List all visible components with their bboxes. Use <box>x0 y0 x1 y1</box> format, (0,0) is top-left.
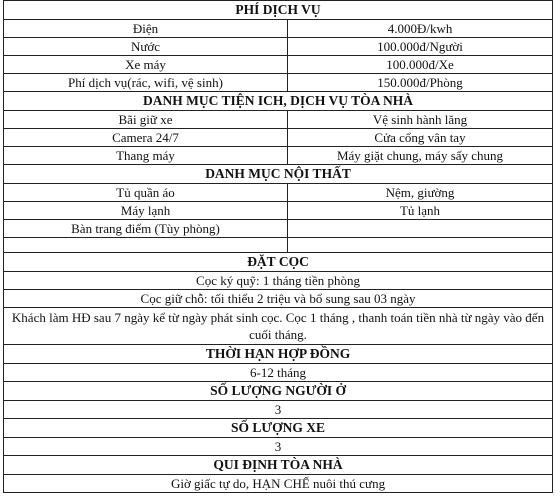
pricing-sheet <box>3 0 552 493</box>
service-fee-title: PHÍ DỊCH VỤ <box>4 1 553 20</box>
section-header-row <box>4 1 553 20</box>
table-row <box>4 56 553 74</box>
table-row <box>4 111 553 129</box>
table-row <box>4 184 553 202</box>
table-row <box>4 438 553 456</box>
furniture-right: Nệm, giường <box>288 184 553 202</box>
fee-value: 4.000Đ/kwh <box>288 20 553 38</box>
amenities-title: DANH MỤC TIỆN ICH, DỊCH VỤ TÒA NHÀ <box>4 92 553 111</box>
amenity-right: Cửa cổng vân tay <box>288 129 553 147</box>
building-rules-value: Giờ giấc tự do, HẠN CHẾ nuôi thú cưng <box>4 475 553 493</box>
section-header-row <box>4 419 553 438</box>
deposit-line: Cọc ký quỹ: 1 tháng tiền phòng <box>4 272 553 290</box>
fee-value: 150.000đ/Phòng <box>288 74 553 92</box>
contract-term-title: THỜI HẠN HỢP ĐỒNG <box>4 345 553 364</box>
table-row <box>4 238 553 253</box>
amenity-right: Máy giặt chung, máy sấy chung <box>288 147 553 165</box>
fee-label: Nước <box>4 38 288 56</box>
furniture-right <box>288 220 553 238</box>
table-row <box>4 74 553 92</box>
pricing-table <box>3 0 553 493</box>
occupants-title: SỐ LƯỢNG NGƯỜI Ở <box>4 382 553 401</box>
table-row <box>4 38 553 56</box>
furniture-left <box>4 238 288 253</box>
furniture-title: DANH MỤC NỘI THẤT <box>4 165 553 184</box>
amenity-left: Thang máy <box>4 147 288 165</box>
table-row <box>4 202 553 220</box>
table-row <box>4 147 553 165</box>
table-row <box>4 290 553 308</box>
table-row <box>4 364 553 382</box>
building-rules-title: QUI ĐỊNH TÒA NHÀ <box>4 456 553 475</box>
furniture-left: Bàn trang điểm (Tùy phòng) <box>4 220 288 238</box>
contract-term-value: 6-12 tháng <box>4 364 553 382</box>
section-header-row <box>4 165 553 184</box>
occupants-value: 3 <box>4 401 553 419</box>
deposit-line: Cọc giữ chỗ: tối thiểu 2 triệu và bổ sung sau 03 ngày <box>4 290 553 308</box>
section-header-row <box>4 92 553 111</box>
amenity-left: Bãi giữ xe <box>4 111 288 129</box>
section-header-row <box>4 382 553 401</box>
amenity-left: Camera 24/7 <box>4 129 288 147</box>
furniture-right <box>288 238 553 253</box>
furniture-left: Tủ quần áo <box>4 184 288 202</box>
section-header-row <box>4 345 553 364</box>
table-row <box>4 20 553 38</box>
vehicles-title: SỐ LƯỢNG XE <box>4 419 553 438</box>
furniture-left: Máy lạnh <box>4 202 288 220</box>
fee-value: 100.000đ/Người <box>288 38 553 56</box>
section-header-row <box>4 253 553 272</box>
amenity-right: Vệ sinh hành lăng <box>288 111 553 129</box>
section-header-row <box>4 456 553 475</box>
table-row <box>4 308 553 345</box>
deposit-note: Khách làm HĐ sau 7 ngày kể từ ngày phát sinh cọc. Cọc 1 tháng , thanh toán tiền nhà từ ngày vào đến cuối tháng. <box>4 308 553 345</box>
fee-label: Phí dịch vụ(rác, wifi, vệ sinh) <box>4 74 288 92</box>
table-row <box>4 475 553 493</box>
table-row <box>4 272 553 290</box>
vehicles-value: 3 <box>4 438 553 456</box>
deposit-title: ĐẶT CỌC <box>4 253 553 272</box>
fee-label: Điện <box>4 20 288 38</box>
table-row <box>4 220 553 238</box>
furniture-right: Tủ lạnh <box>288 202 553 220</box>
table-row <box>4 129 553 147</box>
table-row <box>4 401 553 419</box>
fee-value: 100.000đ/Xe <box>288 56 553 74</box>
fee-label: Xe máy <box>4 56 288 74</box>
